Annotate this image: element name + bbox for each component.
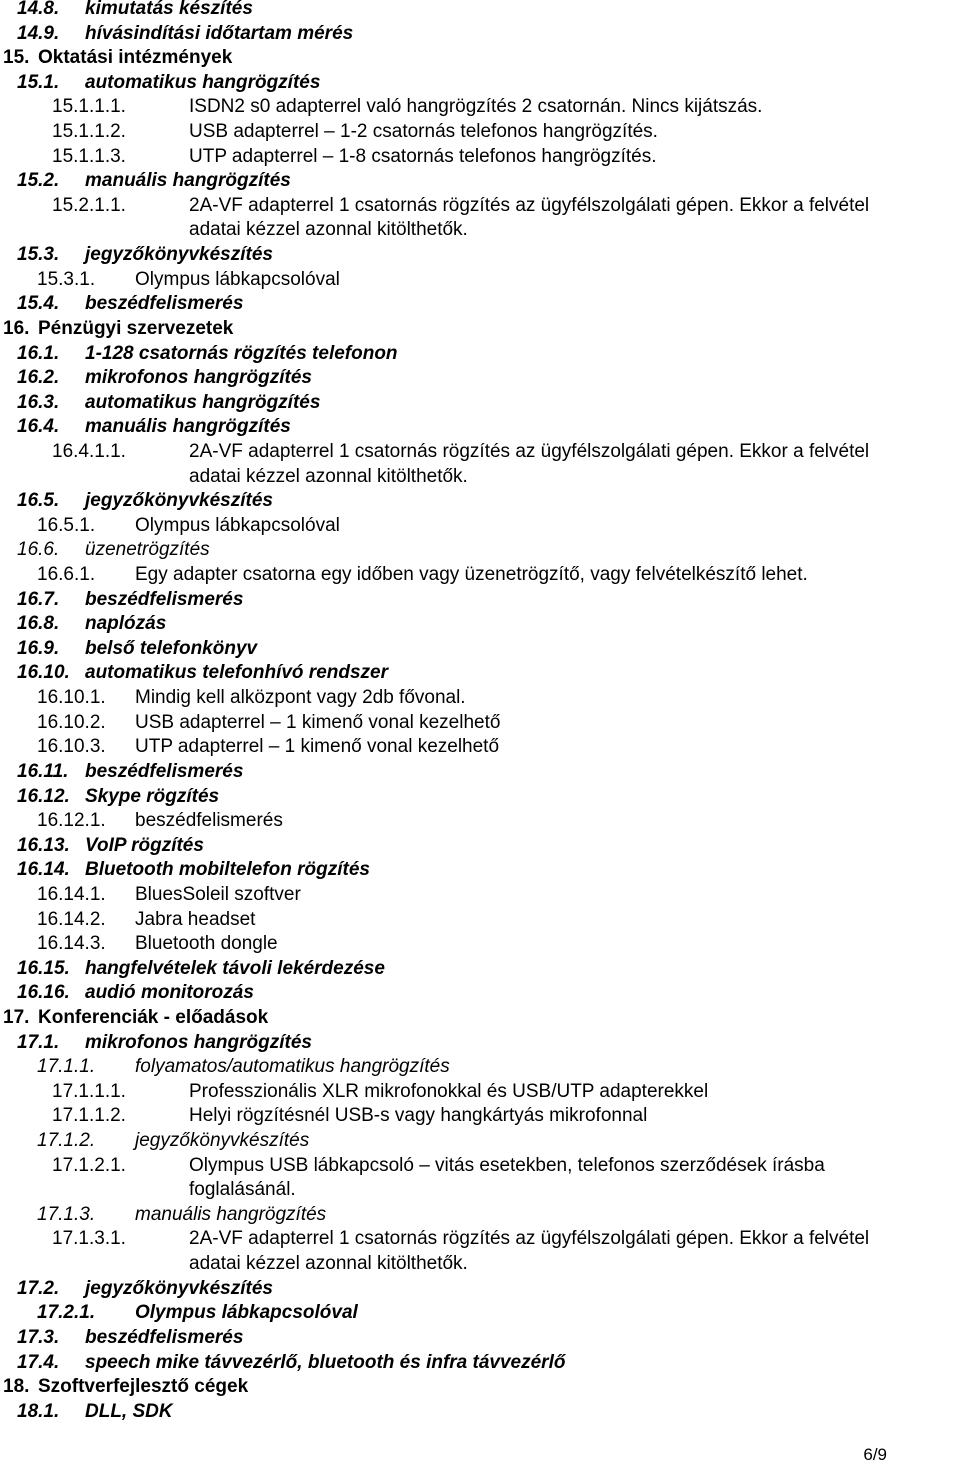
outline-number: 15.1.1.3.: [52, 145, 126, 167]
outline-line: [0, 1031, 960, 1056]
outline-text: jegyzőkönyvkészítés: [85, 1277, 273, 1299]
outline-number: 17.1.2.: [37, 1130, 96, 1152]
outline-text: beszédfelismerés: [85, 760, 244, 782]
outline-number: 16.: [3, 317, 30, 339]
outline-line: [0, 1178, 960, 1203]
outline-text: mikrofonos hangrögzítés: [85, 367, 312, 389]
outline-number: 15.4.: [17, 293, 60, 315]
outline-text: Olympus lábkapcsolóval: [135, 268, 340, 290]
outline-number: 16.7.: [17, 588, 60, 610]
outline-text: automatikus hangrögzítés: [85, 71, 321, 93]
outline-number: 15.2.1.1.: [52, 194, 126, 216]
outline-text: manuális hangrögzítés: [85, 416, 291, 438]
outline-number: 18.: [3, 1376, 30, 1398]
outline-number: 18.1.: [17, 1400, 60, 1422]
outline-number: 16.14.1.: [37, 883, 106, 905]
outline-text: automatikus telefonhívó rendszer: [85, 662, 389, 684]
outline-number: 16.2.: [17, 367, 60, 389]
outline-text: naplózás: [85, 613, 167, 635]
outline-text: Jabra headset: [135, 908, 256, 930]
outline-line: [0, 1400, 960, 1425]
outline-line: [0, 71, 960, 96]
outline-text: manuális hangrögzítés: [85, 170, 291, 192]
outline-number: 16.10.: [17, 662, 70, 684]
outline-text: foglalásánál.: [189, 1179, 296, 1201]
outline-line: [0, 1129, 960, 1154]
outline-text: speech mike távvezérlő, bluetooth és infra távvezérlő: [85, 1351, 566, 1373]
outline-text: jegyzőkönyvkészítés: [85, 244, 273, 266]
outline-number: 17.1.1.1.: [52, 1080, 126, 1102]
outline-number: 14.9.: [17, 22, 60, 44]
outline-line: [0, 563, 960, 588]
outline-line: [0, 1104, 960, 1129]
outline-number: 16.6.: [17, 539, 60, 561]
outline-number: 17.2.: [17, 1277, 60, 1299]
outline-line: [0, 809, 960, 834]
outline-line: [0, 1252, 960, 1277]
outline-line: [0, 981, 960, 1006]
outline-text: USB adapterrel – 1-2 csatornás telefonos hangrögzítés.: [189, 121, 658, 143]
outline-text: adatai kézzel azonnal kitölthetők.: [189, 1253, 468, 1275]
outline-number: 17.2.1.: [37, 1302, 96, 1324]
outline-text: 1-128 csatornás rögzítés telefonon: [85, 342, 398, 364]
outline-line: [0, 366, 960, 391]
outline-text: Olympus lábkapcsolóval: [135, 1302, 358, 1324]
outline-number: 16.4.1.1.: [52, 440, 126, 462]
outline-line: [0, 711, 960, 736]
outline-number: 17.1.3.: [37, 1203, 96, 1225]
outline-number: 16.5.1.: [37, 514, 96, 536]
outline-line: [0, 1154, 960, 1179]
outline-text: belső telefonkönyv: [85, 637, 258, 659]
outline-line: [0, 637, 960, 662]
outline-line: [0, 908, 960, 933]
outline-number: 16.14.3.: [37, 933, 106, 955]
outline-text: BluesSoleil szoftver: [135, 883, 301, 905]
outline-line: [0, 932, 960, 957]
outline-number: 14.8.: [17, 0, 60, 19]
outline-line: [0, 1326, 960, 1351]
outline-line: [0, 120, 960, 145]
outline-line: [0, 1055, 960, 1080]
outline-text: Olympus lábkapcsolóval: [135, 514, 340, 536]
outline-line: [0, 46, 960, 71]
outline-number: 16.6.1.: [37, 564, 96, 586]
outline-number: 15.3.: [17, 244, 60, 266]
outline-text: Mindig kell alközpont vagy 2db fővonal.: [135, 687, 466, 709]
outline-text: DLL, SDK: [85, 1400, 173, 1422]
outline-text: Skype rögzítés: [85, 785, 220, 807]
outline-text: beszédfelismerés: [85, 1326, 244, 1348]
outline-line: [0, 1375, 960, 1400]
outline-text: adatai kézzel azonnal kitölthetők.: [189, 219, 468, 241]
outline-text: hívásindítási időtartam mérés: [85, 22, 354, 44]
outline-text: manuális hangrögzítés: [135, 1203, 327, 1225]
outline-number: 16.15.: [17, 957, 70, 979]
outline-text: Oktatási intézmények: [38, 47, 233, 69]
outline-text: audió monitorozás: [85, 982, 254, 1004]
outline-number: 16.16.: [17, 982, 70, 1004]
outline-number: 16.11.: [17, 760, 69, 782]
outline-text: jegyzőkönyvkészítés: [85, 490, 273, 512]
outline-line: [0, 489, 960, 514]
outline-line: [0, 760, 960, 785]
outline-line: [0, 612, 960, 637]
outline-number: 16.1.: [17, 342, 60, 364]
outline-number: 15.1.1.2.: [52, 121, 126, 143]
outline-line: [0, 1277, 960, 1302]
outline-line: [0, 883, 960, 908]
outline-text: Professzionális XLR mikrofonokkal és USB/UTP adapterekkel: [189, 1080, 709, 1102]
outline-number: 16.12.1.: [37, 810, 106, 832]
outline-number: 16.10.3.: [37, 736, 106, 758]
outline-line: [0, 465, 960, 490]
outline-line: [0, 1203, 960, 1228]
outline-line: [0, 1006, 960, 1031]
outline-line: [0, 538, 960, 563]
outline-text: beszédfelismerés: [85, 588, 244, 610]
outline-number: 17.1.: [17, 1031, 60, 1053]
outline-line: [0, 1301, 960, 1326]
outline-number: 17.1.3.1.: [52, 1228, 126, 1250]
outline-text: 2A-VF adapterrel 1 csatornás rögzítés az ügyfélszolgálati gépen. Ekkor a felvétel: [189, 440, 870, 462]
outline-line: [0, 1227, 960, 1252]
outline-number: 17.4.: [17, 1351, 60, 1373]
outline-line: [0, 243, 960, 268]
outline-line: [0, 957, 960, 982]
outline-number: 16.5.: [17, 490, 60, 512]
outline-number: 15.1.1.1.: [52, 96, 126, 118]
outline-line: [0, 22, 960, 47]
outline-text: Bluetooth dongle: [135, 933, 278, 955]
outline-text: beszédfelismerés: [135, 810, 283, 832]
outline-text: Helyi rögzítésnél USB-s vagy hangkártyás mikrofonnal: [189, 1105, 648, 1127]
outline-number: 17.1.1.: [37, 1056, 96, 1078]
outline-line: [0, 415, 960, 440]
outline-line: [0, 169, 960, 194]
outline-text: folyamatos/automatikus hangrögzítés: [135, 1056, 450, 1078]
outline-number: 16.14.2.: [37, 908, 106, 930]
outline-text: ISDN2 s0 adapterrel való hangrögzítés 2 csatornán. Nincs kijátszás.: [189, 96, 763, 118]
outline-text: adatai kézzel azonnal kitölthetők.: [189, 465, 468, 487]
outline-text: Szoftverfejlesztő cégek: [38, 1376, 249, 1398]
outline-text: USB adapterrel – 1 kimenő vonal kezelhető: [135, 711, 501, 733]
outline-line: [0, 0, 960, 22]
outline-text: beszédfelismerés: [85, 293, 244, 315]
outline-number: 16.9.: [17, 637, 60, 659]
outline-text: 2A-VF adapterrel 1 csatornás rögzítés az ügyfélszolgálati gépen. Ekkor a felvétel: [189, 194, 870, 216]
outline-number: 15.3.1.: [37, 268, 96, 290]
outline-number: 16.14.: [17, 859, 70, 881]
outline-number: 17.3.: [17, 1326, 60, 1348]
outline-number: 16.3.: [17, 391, 60, 413]
outline-text: jegyzőkönyvkészítés: [135, 1130, 310, 1152]
outline-line: [0, 292, 960, 317]
outline-line: [0, 391, 960, 416]
outline-line: [0, 194, 960, 219]
outline-number: 16.10.2.: [37, 711, 106, 733]
outline-line: [0, 342, 960, 367]
outline-line: [0, 834, 960, 859]
outline-line: [0, 95, 960, 120]
outline-line: [0, 440, 960, 465]
outline-number: 17.: [3, 1006, 30, 1028]
outline-number: 16.13.: [17, 834, 70, 856]
outline-line: [0, 268, 960, 293]
outline-number: 16.8.: [17, 613, 60, 635]
outline-line: [0, 1351, 960, 1376]
outline-text: Pénzügyi szervezetek: [38, 317, 234, 339]
outline-line: [0, 218, 960, 243]
outline-text: UTP adapterrel – 1 kimenő vonal kezelhető: [135, 736, 500, 758]
outline-line: [0, 858, 960, 883]
outline-text: Egy adapter csatorna egy időben vagy üzenetrögzítő, vagy felvételkészítő lehet.: [135, 564, 808, 586]
outline-line: [0, 735, 960, 760]
page-number: 6/9: [863, 1445, 887, 1464]
outline-number: 17.1.1.2.: [52, 1105, 126, 1127]
outline-text: UTP adapterrel – 1-8 csatornás telefonos hangrögzítés.: [189, 145, 657, 167]
outline-line: [0, 661, 960, 686]
outline-text: kimutatás készítés: [85, 0, 253, 19]
outline-text: Konferenciák - előadások: [38, 1006, 269, 1028]
outline-number: 16.4.: [17, 416, 60, 438]
outline-line: [0, 588, 960, 613]
outline-number: 17.1.2.1.: [52, 1154, 126, 1176]
outline-line: [0, 317, 960, 342]
outline-text: VoIP rögzítés: [85, 834, 204, 856]
outline-text: üzenetrögzítés: [85, 539, 210, 561]
outline-line: [0, 145, 960, 170]
outline-number: 16.10.1.: [37, 687, 106, 709]
outline-text: 2A-VF adapterrel 1 csatornás rögzítés az ügyfélszolgálati gépen. Ekkor a felvétel: [189, 1228, 870, 1250]
outline-text: mikrofonos hangrögzítés: [85, 1031, 312, 1053]
outline-number: 16.12.: [17, 785, 70, 807]
outline-number: 15.2.: [17, 170, 60, 192]
outline-line: [0, 514, 960, 539]
outline-text: automatikus hangrögzítés: [85, 391, 321, 413]
outline-line: [0, 1080, 960, 1105]
outline-line: [0, 785, 960, 810]
outline-line: [0, 686, 960, 711]
outline-number: 15.: [3, 47, 30, 69]
outline-text: Olympus USB lábkapcsoló – vitás esetekben, telefonos szerződések írásba: [189, 1154, 825, 1176]
outline-number: 15.1.: [17, 71, 60, 93]
outline-text: Bluetooth mobiltelefon rögzítés: [85, 859, 370, 881]
outline-text: hangfelvételek távoli lekérdezése: [85, 957, 385, 979]
